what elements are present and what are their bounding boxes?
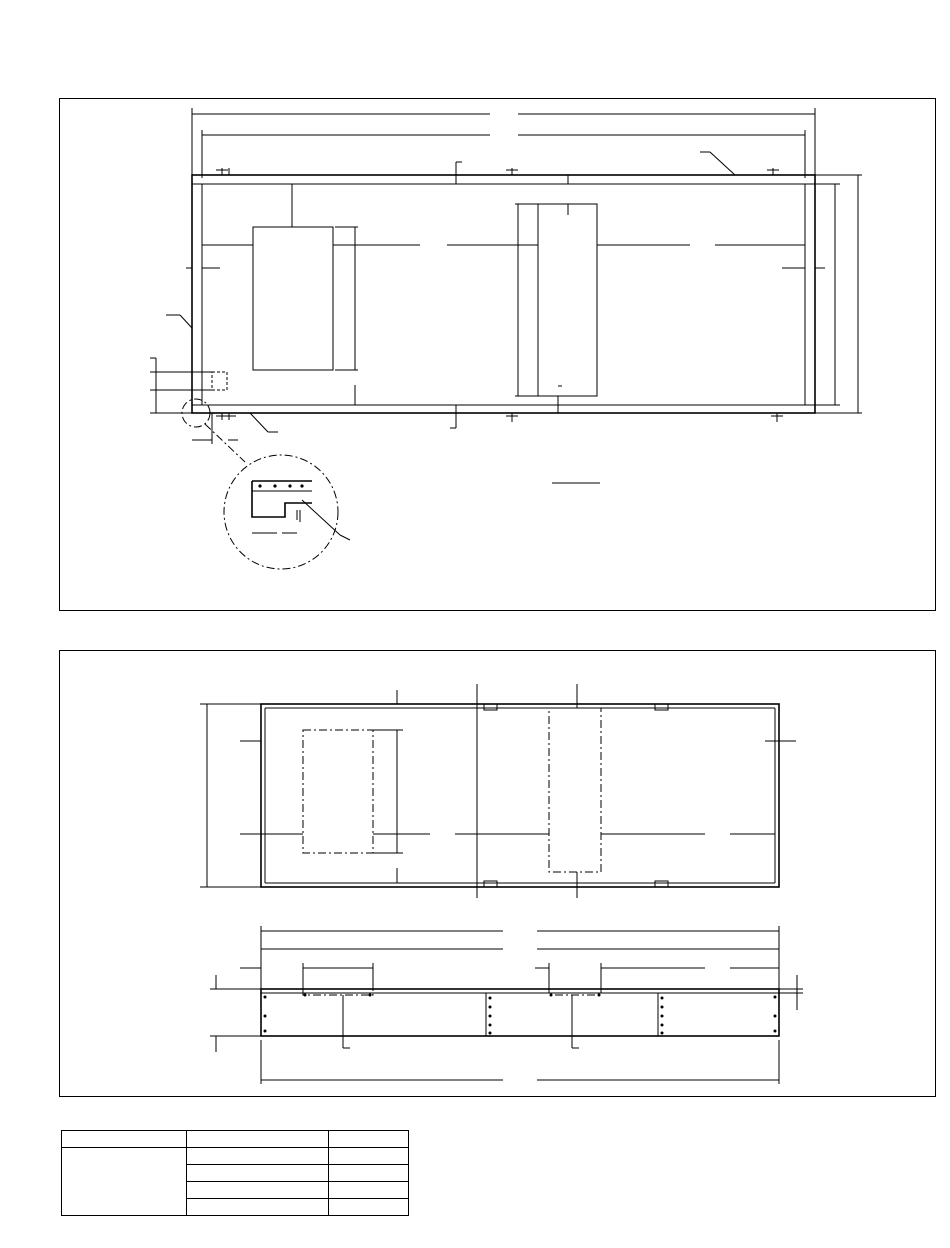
lifting-lugs bbox=[216, 168, 783, 422]
supply-opening bbox=[253, 227, 333, 370]
table-row bbox=[62, 1148, 409, 1165]
side-view bbox=[210, 926, 803, 1084]
plan-view bbox=[150, 108, 862, 569]
table-cell bbox=[187, 1165, 329, 1182]
table-cell bbox=[62, 1148, 187, 1216]
return-opening bbox=[538, 204, 597, 396]
table-cell bbox=[62, 1131, 187, 1148]
table-cell bbox=[187, 1182, 329, 1199]
table-cell bbox=[329, 1199, 409, 1216]
spec-table bbox=[61, 1130, 409, 1216]
overall-dimension-lines bbox=[192, 108, 815, 178]
table-cell bbox=[187, 1199, 329, 1216]
fastener-dots bbox=[264, 994, 777, 1035]
table-cell bbox=[329, 1131, 409, 1148]
opening-dimension-lines bbox=[166, 152, 862, 432]
supply-opening-hidden bbox=[303, 730, 373, 853]
table-cell bbox=[187, 1131, 329, 1148]
table-cell bbox=[329, 1165, 409, 1182]
table-row bbox=[62, 1131, 409, 1148]
unit-outline bbox=[192, 175, 815, 413]
table-cell bbox=[329, 1182, 409, 1199]
table-cell bbox=[187, 1148, 329, 1165]
return-opening-hidden bbox=[549, 708, 601, 872]
base-view bbox=[200, 684, 803, 1084]
table-cell bbox=[329, 1148, 409, 1165]
drain-dimension-lines bbox=[150, 358, 238, 444]
detail-view bbox=[224, 455, 350, 569]
